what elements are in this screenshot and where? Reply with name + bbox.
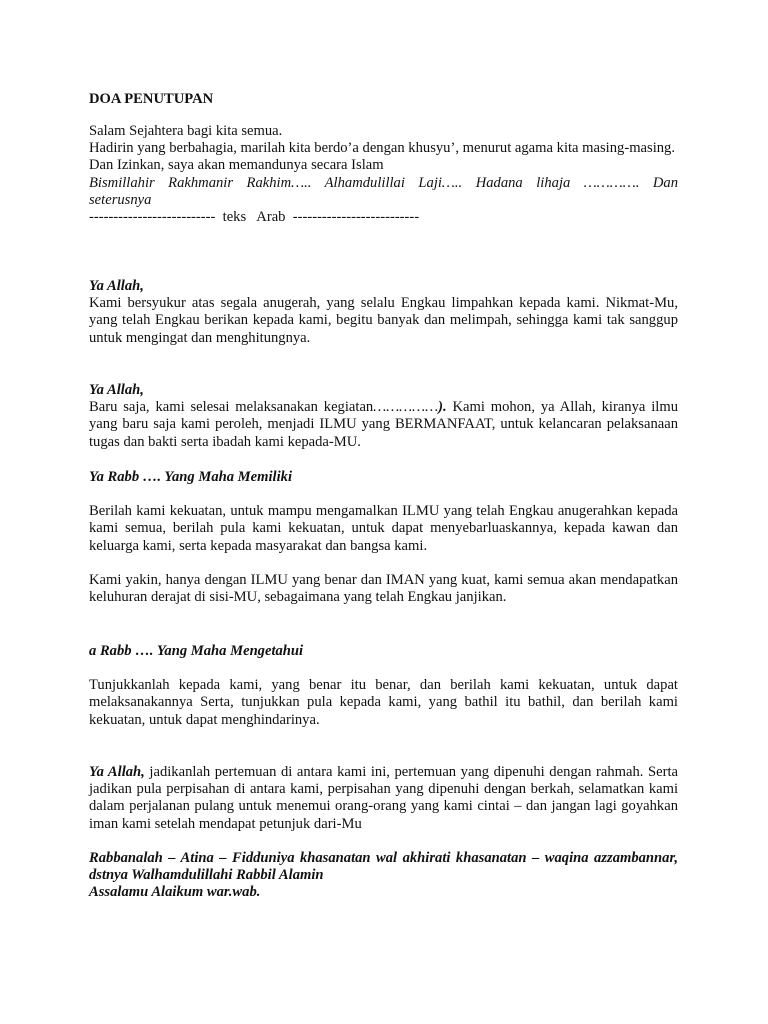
- section-heading: Ya Allah,: [89, 764, 145, 780]
- intro-block: [89, 123, 678, 226]
- closing-line: Rabbanalah – Atina – Fidduniya khasanatan wal akhirati khasanatan – waqina azzambannar, dstnya Walhamdulillahi Rabbil Alamin: [89, 850, 678, 884]
- bismillah-line: Bismillahir Rakhmanir Rakhim….. Alhamdulillai Laji….. Hadana lihaja …………. Dan: [89, 174, 678, 191]
- invitation-paragraph: Hadirin yang berbahagia, marilah kita berdo’a dengan khusyu’, menurut agama kita masing-masing.: [89, 140, 675, 157]
- greeting: Salam Sejahtera bagi kita semua.: [89, 123, 283, 139]
- section-farewell: [89, 764, 678, 833]
- section-activity: [89, 382, 678, 451]
- section-paragraph: [89, 399, 678, 451]
- section-paragraph: Kami yakin, hanya dengan ILMU yang benar dan IMAN yang kuat, kami semua akan mendapatkan keluhuran derajat di sisi-MU, sebagaimana yang telah Engkau janjikan.: [89, 571, 678, 606]
- closing-salam: Assalamu Alaikum war.wab.: [89, 884, 261, 901]
- section-gratitude: [89, 278, 678, 347]
- section-heading: Ya Rabb …. Yang Maha Memiliki: [89, 469, 293, 485]
- section-heading: Ya Allah,: [89, 382, 144, 398]
- bismillah-continuation: seterusnya: [89, 191, 152, 208]
- text-rest: Kami mohon, ya Allah, kiranya ilmu yang baru saja kami peroleh, menjadi ILMU yang BERMANFAAT, untuk kelancaran pelaksanaan tugas dan bakti serta ibadah kami kepada-MU.: [89, 399, 678, 450]
- section-heading: a Rabb …. Yang Maha Mengetahui: [89, 643, 304, 659]
- section-text: jadikanlah pertemuan di antara kami ini, pertemuan yang dipenuhi dengan rahmah. Serta jadikan pula perpisahan di antara kami, perpisahan yang dipenuhi dengan berkah, selamatkan kami dalam perjalanan pulang untuk menemui orang-orang yang kami cintai – dan jangan lagi goyahkan iman kami setelah mendapat petunjuk dari-Mu: [89, 764, 678, 832]
- section-paragraph: [89, 764, 678, 833]
- placeholder-dots: ……………: [373, 399, 439, 416]
- text-start: Baru saja, kami selesai melaksanakan kegiatan: [89, 399, 374, 416]
- closing-prayer: [89, 850, 678, 902]
- permission-line: Dan Izinkan, saya akan memandunya secara Islam: [89, 157, 384, 174]
- arabic-text-separator: -------------------------- teks Arab --------------------------: [89, 209, 420, 226]
- section-paragraph: Tunjukkanlah kepada kami, yang benar itu benar, dan berilah kami kekuatan, untuk dapat melaksanakannya Serta, tunjukkan pula kepada kami, yang bathil itu bathil, dan berilah kami kekuatan, untuk dapat menghindarinya.: [89, 677, 678, 728]
- section-heading: Ya Allah,: [89, 278, 144, 294]
- section-paragraph: Berilah kami kekuatan, untuk mampu mengamalkan ILMU yang telah Engkau anugerahkan kepada kami semua, berilah pula kami kekuatan, untuk dapat menyebarluaskannya, kepada kawan dan keluarga kami, serta kepada masyarakat dan bangsa kami.: [89, 503, 678, 554]
- section-maha-memiliki: [89, 469, 678, 606]
- close-mark: ).: [438, 399, 447, 416]
- section-maha-mengetahui: [89, 643, 678, 729]
- section-paragraph: Kami bersyukur atas segala anugerah, yang selalu Engkau limpahkan kepada kami. Nikmat-Mu, yang telah Engkau berikan kepada kami, begitu banyak dan melimpah, sehingga kami tak sanggup untuk mengingat dan menghitungnya.: [89, 295, 678, 346]
- document-title: DOA PENUTUPAN: [89, 91, 214, 107]
